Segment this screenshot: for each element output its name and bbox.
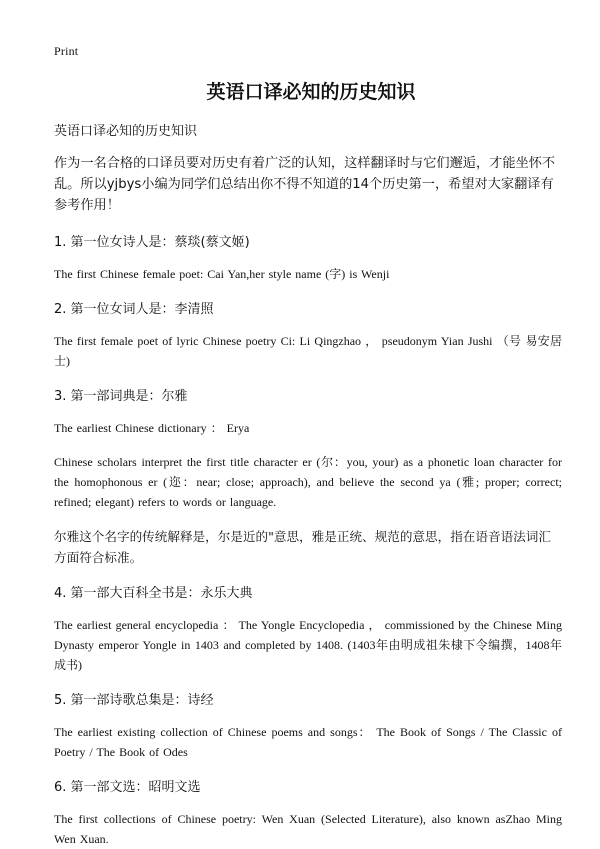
document-title: 英语口译必知的历史知识 [206,81,416,103]
section-heading: 6. 第一部文选：昭明文选 [54,780,201,795]
document-subtitle: 英语口译必知的历史知识 [54,124,198,139]
print-label[interactable]: Print [54,44,79,58]
section-heading: 5. 第一部诗歌总集是：诗经 [54,693,214,708]
intro-paragraph: 作为一名合格的口译员要对历史有着广泛的认知，这样翻译时与它们邂逅，才能坐怀不乱。所以yjbys小编为同学们总结出你不得不知道的14个历史第一，希望对大家翻译有参考作用！ [54,156,556,213]
section-paragraph: The first collections of Chinese poetry: Wen Xuan (Selected Literature), also known asZhao Ming Wen Xuan. [54,812,562,846]
section-paragraph: The earliest general encyclopedia ： The Yongle Encyclopedia ， commissioned by the Chinese Ming Dynasty emperor Yongle in 1403 and completed by 1408. (1403年由明成祖朱棣下令编撰，1408年成书) [54,618,562,672]
section-paragraph: The earliest existing collection of Chinese poems and songs： The Book of Songs / The Classic of Poetry / The Book of Odes [54,725,562,759]
section-heading: 1. 第一位女诗人是：蔡琰(蔡文姬) [54,235,250,250]
section-paragraph: Chinese scholars interpret the first title character er (尔：you, your) as a phonetic loan character for the homophonous er (迩：near; close; approach), and believe the second ya (雅; proper; correct; refined; elegant) refers to words or language. [54,455,562,509]
section-paragraph: The first Chinese female poet: Cai Yan,her style name (字) is Wenji [54,267,390,281]
section-heading: 3. 第一部词典是：尔雅 [54,389,188,404]
section-paragraph: 尔雅这个名字的传统解释是，尔是近的"意思，雅是正统、规范的意思，指在语音语法词汇方面符合标准。 [54,529,551,565]
section-heading: 2. 第一位女词人是：李清照 [54,302,214,317]
section-paragraph: The earliest Chinese dictionary ： Erya [54,421,250,435]
section-paragraph: The first female poet of lyric Chinese poetry Ci: Li Qingzhao ， pseudonym Yian Jushi （号 易安居士) [54,334,562,368]
section-heading: 4. 第一部大百科全书是：永乐大典 [54,586,253,601]
